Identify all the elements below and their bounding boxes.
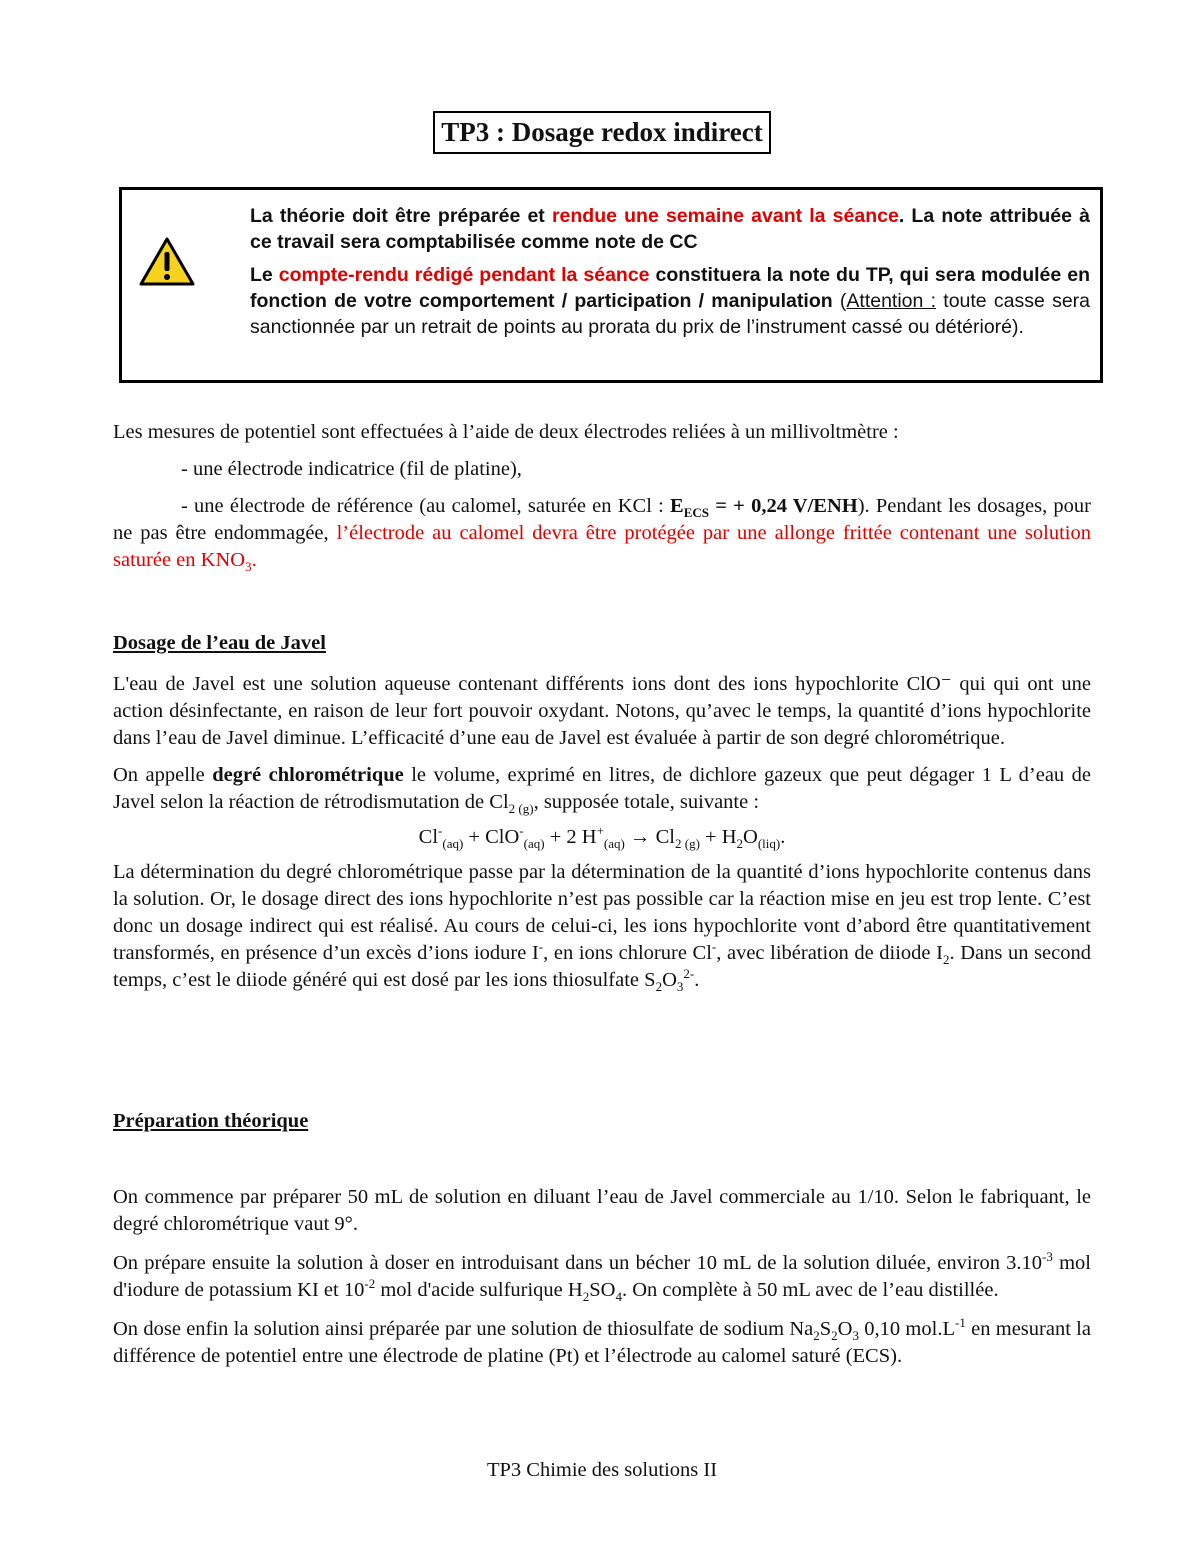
intro-line: Les mesures de potentiel sont effectuées à l’aide de deux électrodes reliées à un millivoltmètre : — [113, 421, 899, 443]
section-heading-preparation: Préparation théorique — [113, 1110, 309, 1132]
preparation-paragraph-3: On dose enfin la solution ainsi préparée par une solution de thiosulfate de sodium $Na_2S_2O_3$ 0,10 $mol.L^{-1}$ en mesurant la différence de potentiel entre une électrode de platine (Pt) et l’électrode au calomel saturé (ECS). — [113, 1315, 1091, 1367]
section-preparation — [113, 1108, 1091, 1370]
preparation-paragraph-1: On commence par préparer 50 mL de solution en diluant l’eau de Javel commerciale au 1/10. Selon le fabriquant, le degré chlorométrique vaut 9°. — [113, 1186, 1091, 1235]
javel-paragraph-2: On appelle degré chlorométrique le volume, exprimé en litres, de dichlore gazeux que peut dégager 1 L d’eau de Javel selon la réaction de rétrodismutation de $Cl_{2 (g)}$, supposée totale, suivante : — [113, 764, 1091, 817]
warning-paragraph-1: La théorie doit être préparée et rendue une semaine avant la séance. La note attribuée à ce travail sera comptabilisée comme note de CC — [250, 205, 1090, 253]
warning-paragraph-2: Le compte-rendu rédigé pendant la séance constituera la note du TP, qui sera modulée en fonction de votre comportement / participation / manipulation (Attention : toute casse sera sanctionnée par un retrait de points au prorata du prix de l’instrument cassé ou détérioré). — [250, 264, 1091, 338]
section-heading-javel: Dosage de l’eau de Javel — [113, 632, 326, 654]
intro-block — [113, 419, 1091, 574]
page-footer: TP3 Chimie des solutions II — [486, 1459, 718, 1481]
document-title: TP3 : Dosage redox indirect — [433, 111, 770, 154]
javel-paragraph-3: La détermination du degré chlorométrique passe par la détermination de la quantité d’ions hypochlorite contenus dans la solution. Or, le dosage direct des ions hypochlorite n’est pas possible car la réaction mise en jeu est trop lente. C’est donc un dosage indirect qui est réalisé. Au cours de celui-ci, les ions hypochlorite vont d’abord être quantitativement transformés, en présence d’un excès d’ions iodure I-, en ions chlorure Cl-, avec libération de diiode $I_2$. Dans un second temps, c’est le diiode généré qui est dosé par les ions thiosulfate $S_2O_3^{2-}$. — [113, 861, 1091, 995]
intro-item-1: - une électrode indicatrice (fil de platine), — [181, 458, 522, 480]
warning-box — [119, 187, 1103, 383]
intro-item-2: - une électrode de référence (au calomel, saturée en KCl : $E_{ECS}$ = + 0,24 V/ENH). Pendant les dosages, pour ne pas être endommagée, l’électrode au calomel devra être protégée par une allonge frittée contenant une solution saturée en $KNO_3$. — [113, 495, 1092, 575]
reaction-equation: $Cl^-_{(aq)} + ClO^-_{(aq)} + 2$ $H^+_{(aq)} \to Cl_{2 (g)} + H_2O_{(liq)}$. — [418, 823, 786, 852]
preparation-paragraph-2: On prépare ensuite la solution à doser en introduisant dans un bécher 10 mL de la solution diluée, environ $3.10^{-3}$ mol d'iodure de potassium KI et $10^{-2}$ mol d'acide sulfurique $H_2SO_4$. On complète à 50 mL avec de l’eau distillée. — [113, 1249, 1091, 1305]
warning-triangle-icon — [138, 236, 196, 288]
section-javel — [113, 630, 1091, 994]
warning-text — [250, 203, 1090, 347]
javel-paragraph-1: L'eau de Javel est une solution aqueuse contenant différents ions dont des ions hypochlorite ClO⁻ qui qui ont une action désinfectante, en raison de leur fort pouvoir oxydant. Notons, qu’avec le temps, la quantité d’ions hypochlorite dans l’eau de Javel diminue. L’efficacité d’une eau de Javel est évaluée à partir de son degré chlorométrique. — [113, 673, 1091, 749]
document-page — [113, 0, 1092, 1481]
